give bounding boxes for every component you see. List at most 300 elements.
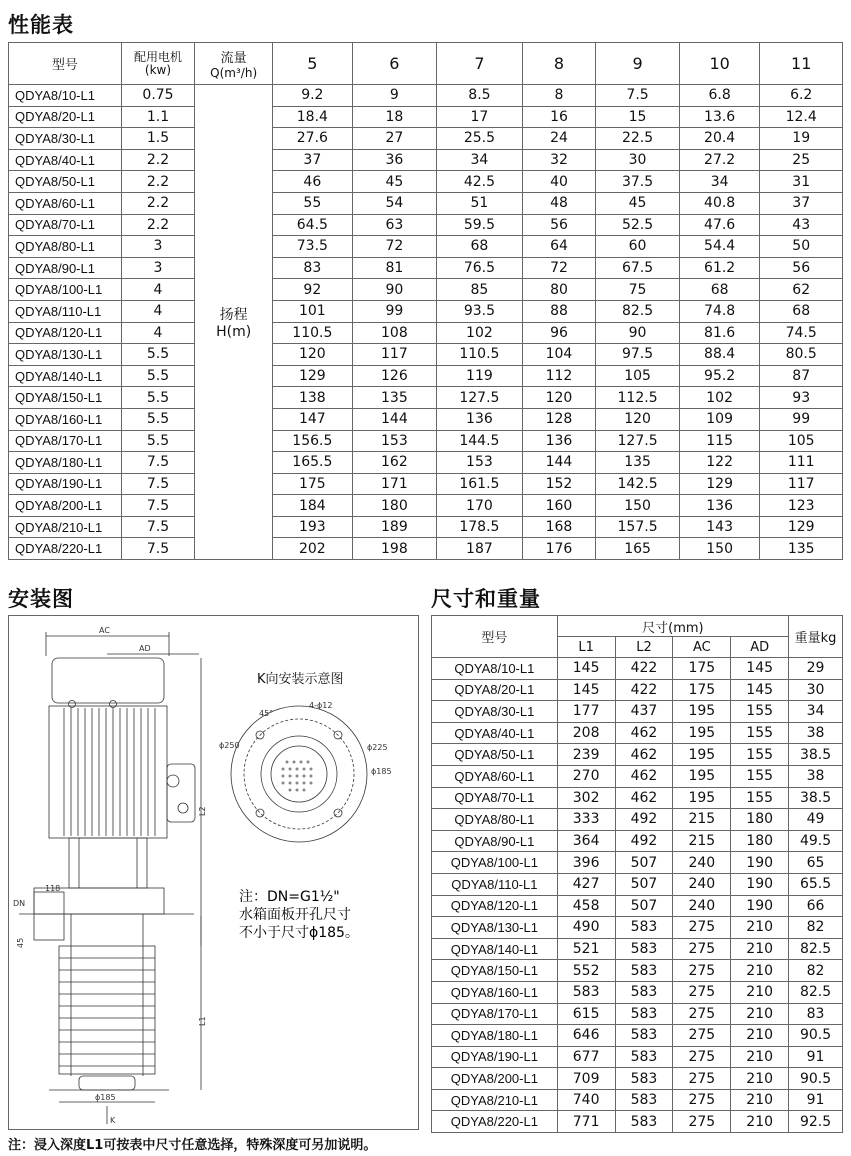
head-value-cell: 37 [760,192,843,214]
dim-value-cell: 210 [731,1003,789,1025]
head-value-cell: 80 [522,279,596,301]
dim-value-cell: 49.5 [789,830,843,852]
table-row [432,938,843,960]
motor-kw-cell: 7.5 [121,495,195,517]
model-cell: QDYA8/30-L1 [9,128,122,150]
dim-value-cell: 210 [731,1089,789,1111]
motor-kw-cell: 7.5 [121,452,195,474]
head-value-cell: 68 [437,236,523,258]
head-value-cell: 20.4 [679,128,760,150]
head-value-cell: 40 [522,171,596,193]
flow-header [195,43,273,85]
head-value-cell: 95.2 [679,365,760,387]
l2-label: L2 [198,806,207,816]
dim-model-cell: QDYA8/10-L1 [432,658,558,680]
dim-model-header: 型号 [432,616,558,658]
dim-value-cell: 507 [615,895,673,917]
dim-value-cell: 427 [557,873,615,895]
head-value-cell: 187 [437,538,523,560]
head-value-cell: 97.5 [596,344,680,366]
k-view-outer-circle [231,706,367,842]
ac-label: AC [99,626,110,635]
motor-kw-cell: 4 [121,300,195,322]
head-value-cell: 59.5 [437,214,523,236]
head-value-cell: 67.5 [596,257,680,279]
dim-value-cell: 462 [615,722,673,744]
head-value-cell: 74.5 [760,322,843,344]
table-row [432,852,843,874]
model-cell: QDYA8/150-L1 [9,387,122,409]
dim-value-cell: 145 [731,679,789,701]
dim-value-cell: 145 [731,658,789,680]
dim-value-cell: 422 [615,658,673,680]
head-value-cell: 6.8 [679,85,760,107]
dimension-body [432,658,843,1133]
dim-value-cell: 275 [673,938,731,960]
dim-value-cell: 396 [557,852,615,874]
motor-fins [64,708,155,836]
head-value-cell: 22.5 [596,128,680,150]
dim-value-cell: 615 [557,1003,615,1025]
head-value-cell: 13.6 [679,106,760,128]
dim-value-cell: 155 [731,765,789,787]
dim-value-cell: 462 [615,787,673,809]
head-value-cell: 93.5 [437,300,523,322]
head-value-cell: 108 [352,322,436,344]
dimension-header-row [432,616,843,637]
cable-gland-icon [178,803,188,813]
table-row [432,1068,843,1090]
motor-kw-cell: 4 [121,279,195,301]
dim-model-cell: QDYA8/130-L1 [432,917,558,939]
table-row [9,279,843,301]
dim-value-cell: 190 [731,852,789,874]
dim-value-cell: 82.5 [789,938,843,960]
motor-kw-cell: 7.5 [121,538,195,560]
head-value-cell: 80.5 [760,344,843,366]
dim-value-cell: 177 [557,701,615,723]
dim-model-cell: QDYA8/120-L1 [432,895,558,917]
performance-title: 性能表 [8,13,74,37]
table-row [432,1003,843,1025]
head-value-cell: 144 [352,408,436,430]
dim-value-cell: 492 [615,830,673,852]
head-value-cell: 165 [596,538,680,560]
head-value-cell: 168 [522,516,596,538]
head-value-cell: 68 [679,279,760,301]
head-value-cell: 48 [522,192,596,214]
motor-kw-cell: 2.2 [121,171,195,193]
dim-value-cell: 239 [557,744,615,766]
head-value-cell: 110.5 [273,322,353,344]
head-value-cell: 99 [760,408,843,430]
head-value-cell: 9.2 [273,85,353,107]
head-value-cell: 152 [522,473,596,495]
dim-value-cell: 38.5 [789,744,843,766]
table-row [9,430,843,452]
head-value-cell: 156.5 [273,430,353,452]
motor-body [49,706,167,838]
head-value-cell: 153 [352,430,436,452]
model-cell: QDYA8/100-L1 [9,279,122,301]
table-row [432,981,843,1003]
head-value-cell: 115 [679,430,760,452]
model-header: 型号 [9,43,122,85]
dim-model-cell: QDYA8/40-L1 [432,722,558,744]
table-row [432,1046,843,1068]
head-value-cell: 42.5 [437,171,523,193]
head-value-cell: 147 [273,408,353,430]
table-row [9,236,843,258]
dim-value-cell: 583 [615,917,673,939]
head-value-cell: 64.5 [273,214,353,236]
head-value-cell: 105 [596,365,680,387]
motor-kw-cell: 4 [121,322,195,344]
dim-value-cell: 583 [615,938,673,960]
dim-value-cell: 29 [789,658,843,680]
head-value-cell: 73.5 [273,236,353,258]
l1-label: L1 [198,1016,207,1026]
dim-value-cell: 215 [673,809,731,831]
table-row [9,473,843,495]
dim-value-cell: 180 [731,830,789,852]
head-value-cell: 51 [437,192,523,214]
head-value-cell: 193 [273,516,353,538]
head-value-cell: 31 [760,171,843,193]
head-value-cell: 52.5 [596,214,680,236]
dim-value-cell: 240 [673,873,731,895]
table-row [9,538,843,560]
table-row [9,387,843,409]
model-cell: QDYA8/220-L1 [9,538,122,560]
head-value-cell: 17 [437,106,523,128]
head-value-cell: 129 [760,516,843,538]
model-cell: QDYA8/140-L1 [9,365,122,387]
motor-kw-cell: 5.5 [121,344,195,366]
table-row [9,257,843,279]
dim-value-cell: 155 [731,787,789,809]
dim-model-cell: QDYA8/170-L1 [432,1003,558,1025]
dim-value-cell: 275 [673,960,731,982]
dim-value-cell: 583 [615,1046,673,1068]
dim-value-cell: 507 [615,852,673,874]
head-value-cell: 150 [679,538,760,560]
dim-value-cell: 190 [731,895,789,917]
head-value-cell: 120 [522,387,596,409]
holes-label: 4-ϕ12 [309,701,333,710]
head-value-cell: 153 [437,452,523,474]
d185b-label: ϕ185 [371,767,392,776]
head-value-cell: 189 [352,516,436,538]
model-cell: QDYA8/50-L1 [9,171,122,193]
table-row [432,960,843,982]
dim-value-cell: 82 [789,960,843,982]
dim-value-cell: 275 [673,1025,731,1047]
dim-value-cell: 92.5 [789,1111,843,1133]
flow-col-header: 7 [437,43,523,85]
head-value-cell: 19 [760,128,843,150]
motor-kw-cell: 5.5 [121,387,195,409]
ad-label: AD [139,644,151,653]
table-row [9,85,843,107]
dim-value-cell: 195 [673,765,731,787]
table-row [432,787,843,809]
head-value-cell: 25 [760,149,843,171]
table-row [432,744,843,766]
dim-value-cell: 210 [731,938,789,960]
model-cell: QDYA8/90-L1 [9,257,122,279]
dim-model-cell: QDYA8/110-L1 [432,873,558,895]
head-value-cell: 25.5 [437,128,523,150]
head-value-cell: 99 [352,300,436,322]
head-value-cell: 50 [760,236,843,258]
dim-value-cell: 175 [673,679,731,701]
head-value-cell: 128 [522,408,596,430]
dim-model-cell: QDYA8/30-L1 [432,701,558,723]
dim-value-cell: 190 [731,873,789,895]
dim-value-cell: 90.5 [789,1025,843,1047]
install-title: 安装图 [8,587,74,611]
dim-value-cell: 210 [731,1068,789,1090]
dim-value-cell: 155 [731,701,789,723]
head-value-cell: 46 [273,171,353,193]
head-value-cell: 157.5 [596,516,680,538]
flow-col-header: 10 [679,43,760,85]
head-label-line1: 扬程 [219,307,248,324]
head-value-cell: 135 [352,387,436,409]
motor-kw-cell: 1.1 [121,106,195,128]
head-value-cell: 18.4 [273,106,353,128]
table-row [9,365,843,387]
head-value-cell: 117 [760,473,843,495]
head-value-cell: 135 [760,538,843,560]
cable-gland-icon [167,775,179,787]
dim-model-cell: QDYA8/60-L1 [432,765,558,787]
head-value-cell: 82.5 [596,300,680,322]
head-value-cell: 74.8 [679,300,760,322]
k-view-inner-circle [261,736,337,812]
head-value-cell: 117 [352,344,436,366]
head-value-cell: 68 [760,300,843,322]
table-row [432,830,843,852]
l2-col-header: L2 [615,637,673,658]
head-value-cell: 37.5 [596,171,680,193]
head-value-cell: 123 [760,495,843,517]
table-row [432,895,843,917]
head-value-cell: 81.6 [679,322,760,344]
flow-header-line2: Q(m³/h) [210,66,258,80]
dim-model-cell: QDYA8/90-L1 [432,830,558,852]
table-row [9,495,843,517]
performance-table [8,42,843,560]
head-value-cell: 127.5 [437,387,523,409]
dim-model-cell: QDYA8/160-L1 [432,981,558,1003]
head-value-cell: 143 [679,516,760,538]
head-value-cell: 62 [760,279,843,301]
head-value-cell: 60 [596,236,680,258]
motor-kw-cell: 2.2 [121,149,195,171]
outlet-pipe [34,892,64,940]
dim-model-cell: QDYA8/200-L1 [432,1068,558,1090]
dim-value-cell: 145 [557,679,615,701]
head-value-cell: 175 [273,473,353,495]
ad-col-header: AD [731,637,789,658]
head-value-cell: 72 [352,236,436,258]
head-value-cell: 37 [273,149,353,171]
head-value-cell: 202 [273,538,353,560]
table-row [9,452,843,474]
dim-value-cell: 145 [557,658,615,680]
dim-value-cell: 83 [789,1003,843,1025]
head-value-cell: 126 [352,365,436,387]
dim-model-cell: QDYA8/50-L1 [432,744,558,766]
dim-value-cell: 583 [557,981,615,1003]
head-value-cell: 56 [522,214,596,236]
dim-value-cell: 208 [557,722,615,744]
dim-value-cell: 583 [615,960,673,982]
head-value-cell: 43 [760,214,843,236]
head-label-line2: H(m) [216,324,252,341]
head-value-cell: 176 [522,538,596,560]
dim-value-cell: 583 [615,1089,673,1111]
dim-model-cell: QDYA8/150-L1 [432,960,558,982]
dim-value-cell: 240 [673,852,731,874]
table-row [432,1089,843,1111]
dim-model-cell: QDYA8/220-L1 [432,1111,558,1133]
table-row [432,658,843,680]
model-cell: QDYA8/190-L1 [9,473,122,495]
motor-kw-cell: 1.5 [121,128,195,150]
motor-kw-cell: 3 [121,236,195,258]
d185-label: ϕ185 [95,1093,116,1102]
head-value-cell: 110.5 [437,344,523,366]
head-value-cell: 120 [596,408,680,430]
dim-value-cell: 422 [615,679,673,701]
dim-value-cell: 65 [789,852,843,874]
head-value-cell: 129 [273,365,353,387]
table-row [9,106,843,128]
table-row [432,701,843,723]
table-row [9,300,843,322]
pump-drawing-svg [9,616,420,1131]
head-value-cell: 75 [596,279,680,301]
head-value-cell: 180 [352,495,436,517]
head-value-cell: 6.2 [760,85,843,107]
dim-value-cell: 771 [557,1111,615,1133]
head-value-cell: 54.4 [679,236,760,258]
model-cell: QDYA8/110-L1 [9,300,122,322]
motor-kw-cell: 5.5 [121,365,195,387]
motor-kw-cell: 2.2 [121,192,195,214]
model-cell: QDYA8/130-L1 [9,344,122,366]
head-value-cell: 45 [352,171,436,193]
k-view-bolt-circle [244,719,354,829]
head-value-cell: 64 [522,236,596,258]
dim-value-cell: 82 [789,917,843,939]
head-value-cell: 150 [596,495,680,517]
head-value-cell: 27.2 [679,149,760,171]
dim-value-cell: 364 [557,830,615,852]
model-cell: QDYA8/70-L1 [9,214,122,236]
table-row [432,1025,843,1047]
head-value-cell: 138 [273,387,353,409]
head-value-cell: 198 [352,538,436,560]
k-label: K [110,1116,116,1125]
dim-value-cell: 275 [673,917,731,939]
angle-label: 45° [259,709,274,718]
dim-value-cell: 155 [731,722,789,744]
dim-value-cell: 90.5 [789,1068,843,1090]
pump-neck [69,838,147,888]
head-value-cell: 104 [522,344,596,366]
head-value-cell: 40.8 [679,192,760,214]
head-value-cell: 127.5 [596,430,680,452]
table-row [432,765,843,787]
dim-value-cell: 552 [557,960,615,982]
dim-value-cell: 34 [789,701,843,723]
head-value-cell: 170 [437,495,523,517]
head-value-cell: 142.5 [596,473,680,495]
head-value-cell: 144 [522,452,596,474]
table-row [9,408,843,430]
ac-col-header: AC [673,637,731,658]
model-cell: QDYA8/40-L1 [9,149,122,171]
head-value-cell: 85 [437,279,523,301]
install-note [239,888,359,942]
dim-value-cell: 210 [731,1025,789,1047]
performance-header-row [9,43,843,85]
dim-value-cell: 583 [615,1068,673,1090]
table-row [432,679,843,701]
table-row [9,344,843,366]
head-value-cell: 120 [273,344,353,366]
motor-kw-cell: 7.5 [121,473,195,495]
head-value-cell: 56 [760,257,843,279]
dim-value-cell: 210 [731,917,789,939]
head-value-cell: 160 [522,495,596,517]
dim-value-cell: 583 [615,1025,673,1047]
dim-value-cell: 458 [557,895,615,917]
head-value-cell: 88.4 [679,344,760,366]
head-value-cell: 32 [522,149,596,171]
head-value-cell: 81 [352,257,436,279]
flow-col-header: 8 [522,43,596,85]
head-value-cell: 92 [273,279,353,301]
flow-header-line1: 流量 [220,51,247,66]
head-value-cell: 12.4 [760,106,843,128]
dim-value-cell: 709 [557,1068,615,1090]
head-value-cell: 135 [596,452,680,474]
table-row [9,214,843,236]
table-row [9,516,843,538]
motor-header-line2: (kw) [144,62,172,77]
motor-top [52,658,164,703]
dim-value-cell: 210 [731,981,789,1003]
head-value-cell: 144.5 [437,430,523,452]
d45-label: 45 [16,937,25,948]
stage-lines [59,914,155,1076]
dim-value-cell: 583 [615,1003,673,1025]
dim-model-cell: QDYA8/70-L1 [432,787,558,809]
head-value-cell: 27 [352,128,436,150]
head-value-cell: 36 [352,149,436,171]
dim-value-cell: 275 [673,1068,731,1090]
dim-model-cell: QDYA8/140-L1 [432,938,558,960]
table-row [432,722,843,744]
size-group-header: 尺寸(mm) [557,616,788,637]
d225-label: ϕ225 [367,743,388,752]
install-drawing [8,615,419,1130]
